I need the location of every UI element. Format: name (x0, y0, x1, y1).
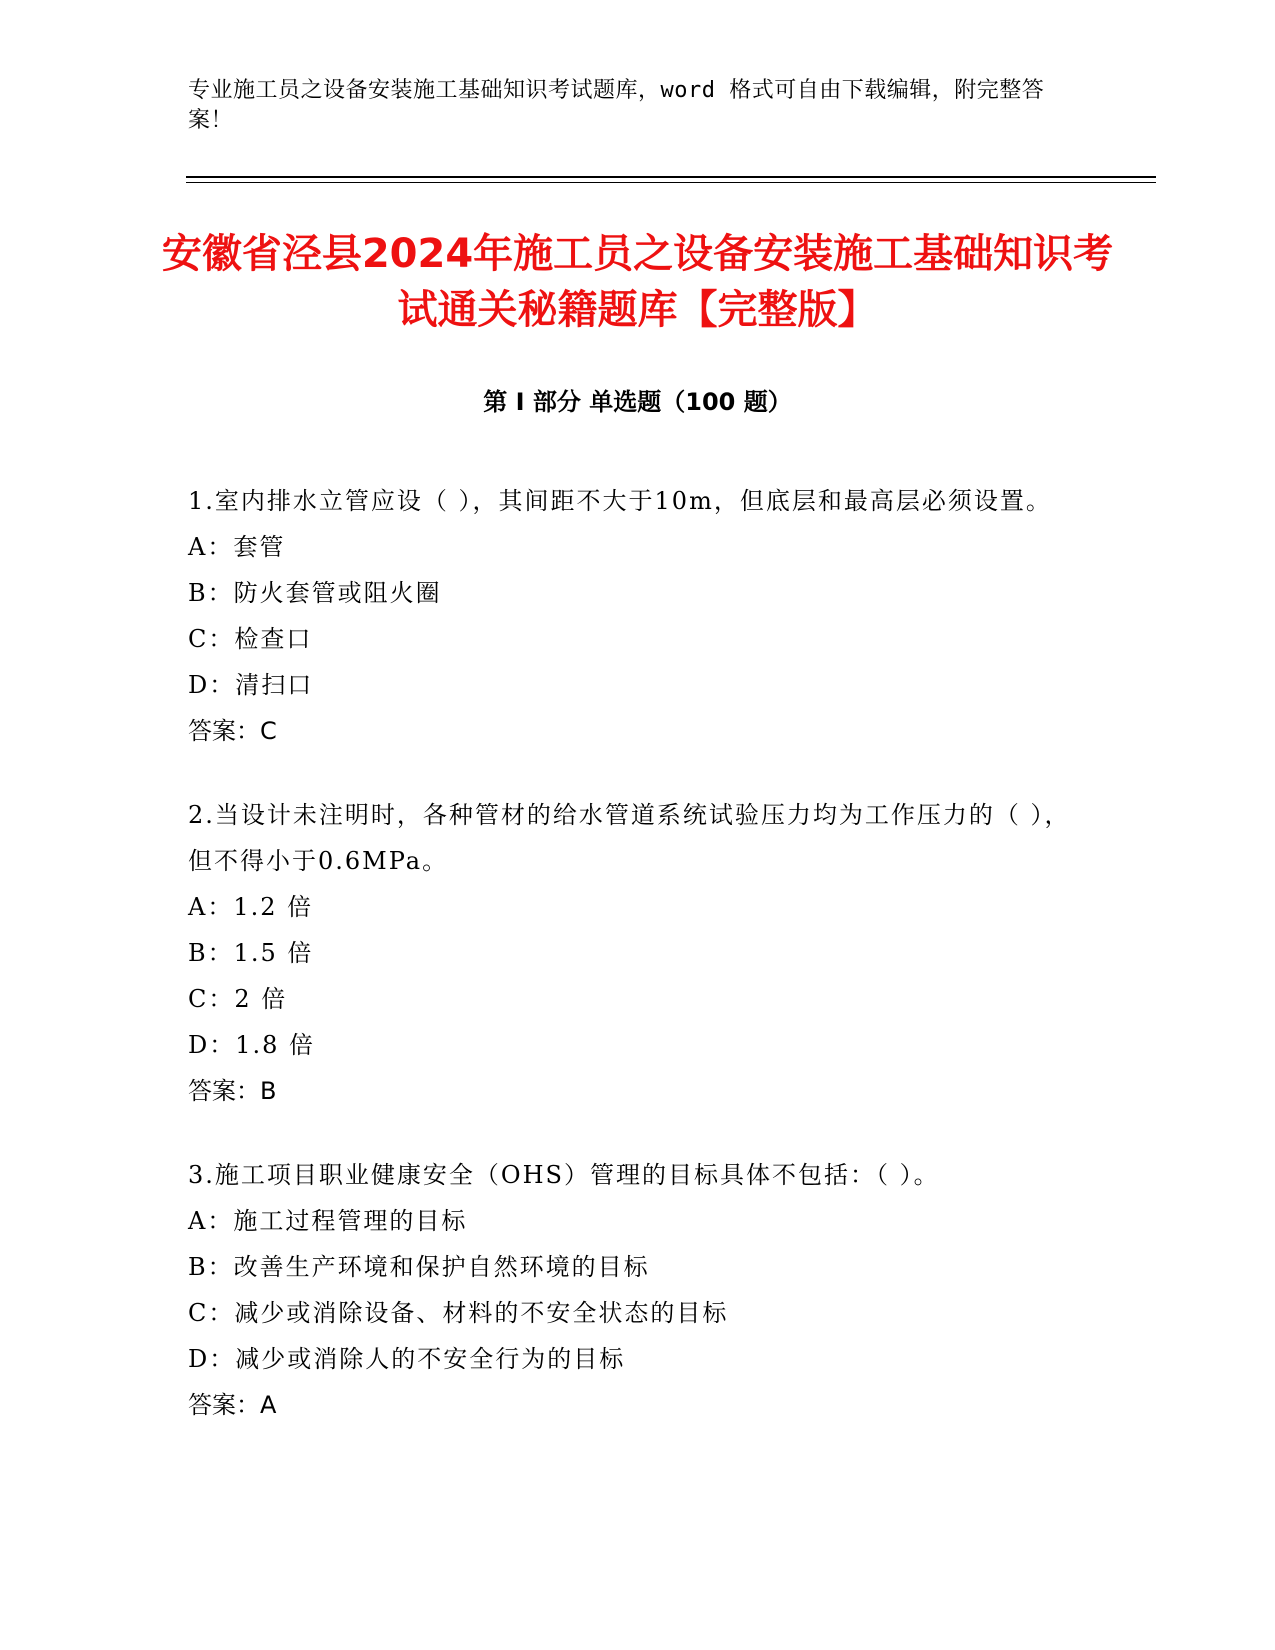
option-a: A：施工过程管理的目标 (188, 1207, 468, 1235)
option-d: D：清扫口 (188, 671, 314, 699)
header-note: 专业施工员之设备安装施工基础知识考试题库，word 格式可自由下载编辑，附完整答案！ (188, 78, 1045, 133)
option-c: C：减少或消除设备、材料的不安全状态的目标 (188, 1299, 729, 1327)
option-d: D：减少或消除人的不安全行为的目标 (188, 1345, 626, 1373)
header-divider-top (186, 176, 1156, 178)
header-divider-bottom (186, 182, 1156, 183)
question-1 (188, 478, 1078, 754)
option-c: C：2 倍 (188, 985, 288, 1013)
document-title: 安徽省泾县2024年施工员之设备安装施工基础知识考试通关秘籍题库【完整版】 (161, 231, 1114, 333)
question-stem: 2.当设计未注明时，各种管材的给水管道系统试验压力均为工作压力的（ ），但不得小于0.6MPa。 (188, 801, 1071, 875)
answer: 答案：C (188, 717, 277, 745)
option-c: C：检查口 (188, 625, 313, 653)
question-3 (188, 1152, 1078, 1428)
question-stem: 1.室内排水立管应设（ ），其间距不大于10m，但底层和最高层必须设置。 (188, 487, 1052, 515)
answer: 答案：B (188, 1077, 277, 1105)
answer: 答案：A (188, 1391, 277, 1419)
option-d: D：1.8 倍 (188, 1031, 316, 1059)
question-list (188, 478, 1078, 1466)
question-2 (188, 792, 1078, 1114)
question-stem: 3.施工项目职业健康安全（OHS）管理的目标具体不包括：（ ）。 (188, 1161, 940, 1189)
option-b: B：改善生产环境和保护自然环境的目标 (188, 1253, 650, 1281)
option-b: B：1.5 倍 (188, 939, 314, 967)
option-a: A：1.2 倍 (188, 893, 314, 921)
option-b: B：防火套管或阻火圈 (188, 579, 442, 607)
option-a: A：套管 (188, 533, 286, 561)
section-title: 第 I 部分 单选题（100 题） (483, 388, 792, 416)
